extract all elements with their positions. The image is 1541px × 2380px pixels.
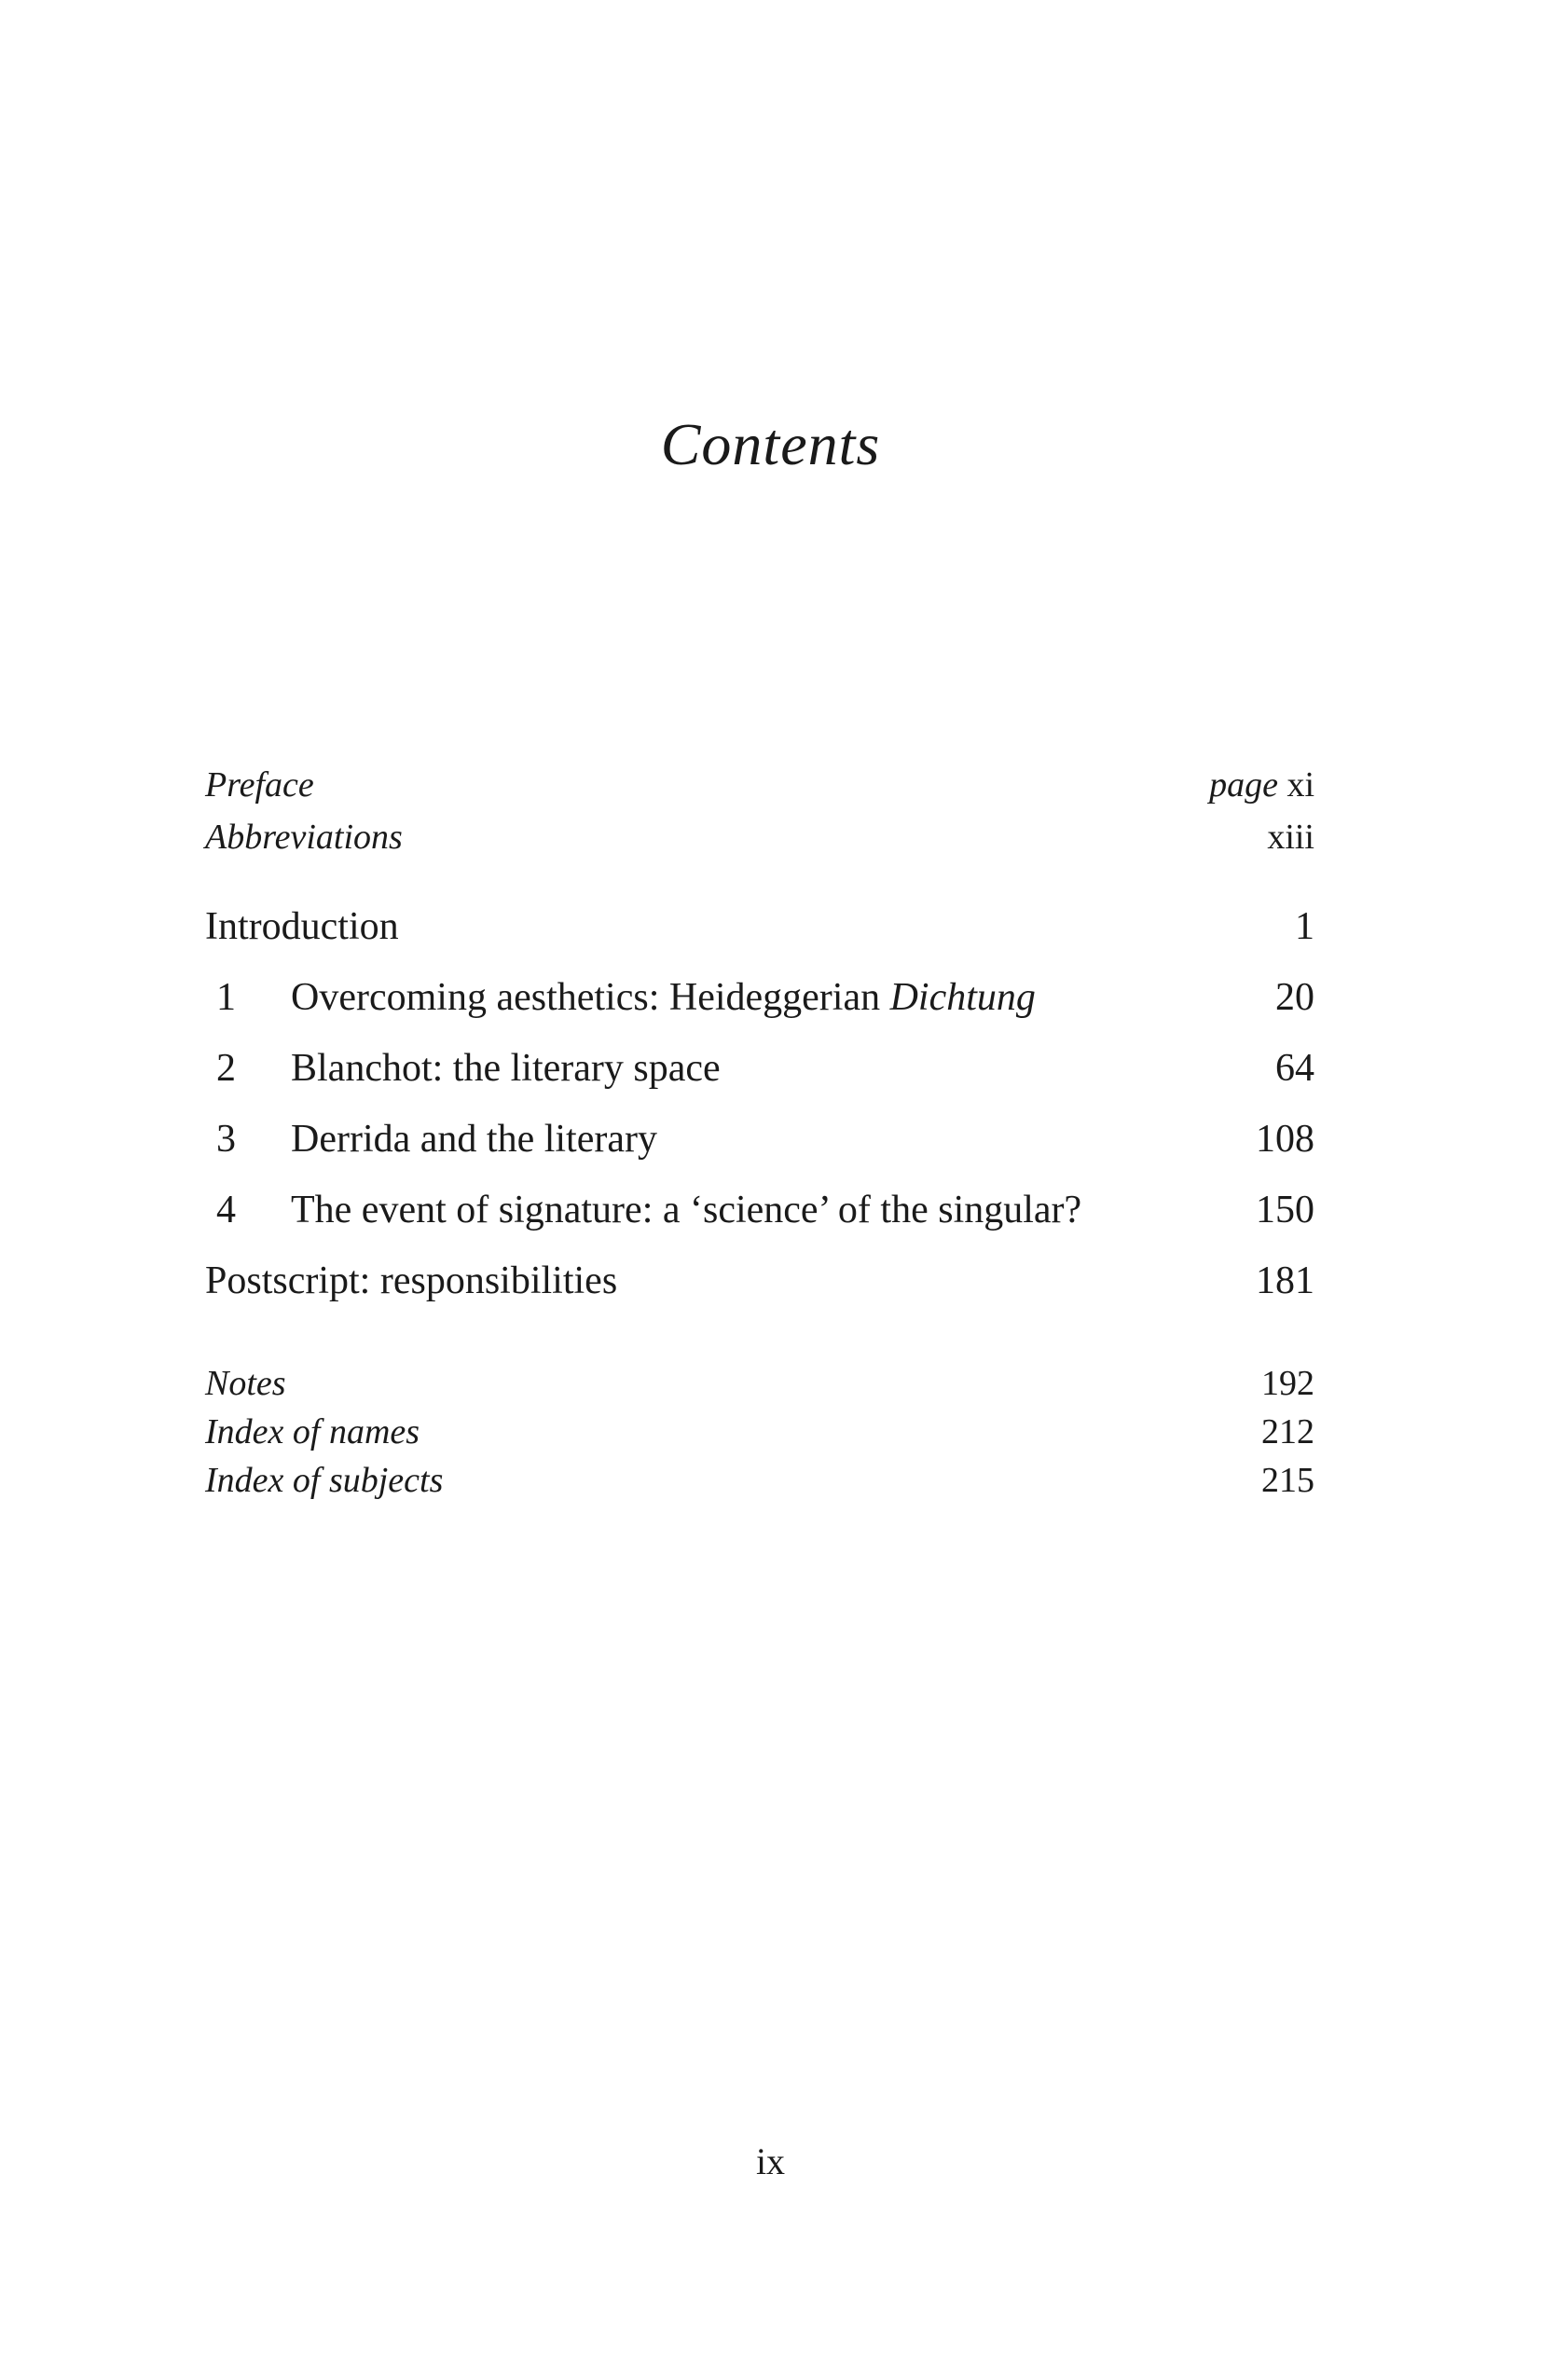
toc-entry-page: 150 (1256, 1189, 1314, 1231)
page-title: Contents (660, 411, 881, 477)
chapter-title: Overcoming aesthetics: Heideggerian (291, 976, 890, 1019)
toc-entry-label: Introduction (205, 905, 399, 948)
toc-entry-page: 20 (1275, 976, 1314, 1019)
toc-entry-page: 212 (1261, 1412, 1314, 1451)
toc-entry-page: 64 (1275, 1047, 1314, 1090)
toc-entry-postscript[interactable] (205, 1259, 1314, 1314)
toc-entry-introduction[interactable] (205, 904, 1314, 960)
page-prefix: page (1209, 765, 1278, 805)
toc-entry-page: 108 (1256, 1118, 1314, 1161)
toc-entry-label: The event of signature: a ‘science’ of the singular? (291, 1189, 1082, 1231)
toc-entry-notes[interactable] (205, 1363, 1314, 1419)
toc-entry-page: 1 (1295, 905, 1314, 948)
toc-entry-page: 215 (1261, 1461, 1314, 1500)
toc-entry-chapter-4[interactable] (205, 1188, 1314, 1244)
toc-entry-index-of-subjects[interactable] (205, 1460, 1314, 1516)
toc-entry-chapter-1[interactable] (205, 975, 1314, 1031)
toc-entry-label: Postscript: responsibilities (205, 1259, 618, 1302)
toc-entry-chapter-2[interactable] (205, 1046, 1314, 1102)
toc-entry-chapter-3[interactable] (205, 1117, 1314, 1173)
toc-entry-preface[interactable] (205, 764, 1314, 820)
toc-entry-label: Blanchot: the literary space (291, 1047, 721, 1090)
chapter-number: 4 (216, 1189, 236, 1231)
toc-entry-label (291, 975, 1036, 1020)
toc-entry-label: Preface (205, 765, 314, 805)
toc-entry-abbreviations[interactable] (205, 817, 1314, 873)
toc-entry-page (1209, 764, 1314, 805)
toc-entry-page: 181 (1256, 1259, 1314, 1302)
page-number: xi (1286, 765, 1314, 805)
chapter-number: 3 (216, 1118, 236, 1161)
toc-entry-label: Abbreviations (205, 818, 403, 857)
toc-entry-label: Derrida and the literary (291, 1118, 657, 1161)
toc-entry-index-of-names[interactable] (205, 1411, 1314, 1467)
chapter-number: 1 (216, 976, 236, 1019)
toc-entry-label: Notes (205, 1364, 286, 1403)
toc-entry-page: 192 (1261, 1364, 1314, 1403)
toc-entry-label: Index of subjects (205, 1461, 444, 1500)
chapter-title-italic: Dichtung (889, 976, 1036, 1019)
page-folio: ix (755, 2140, 786, 2182)
chapter-number: 2 (216, 1047, 236, 1090)
toc-entry-page: xiii (1267, 818, 1314, 857)
toc-entry-label: Index of names (205, 1412, 420, 1451)
